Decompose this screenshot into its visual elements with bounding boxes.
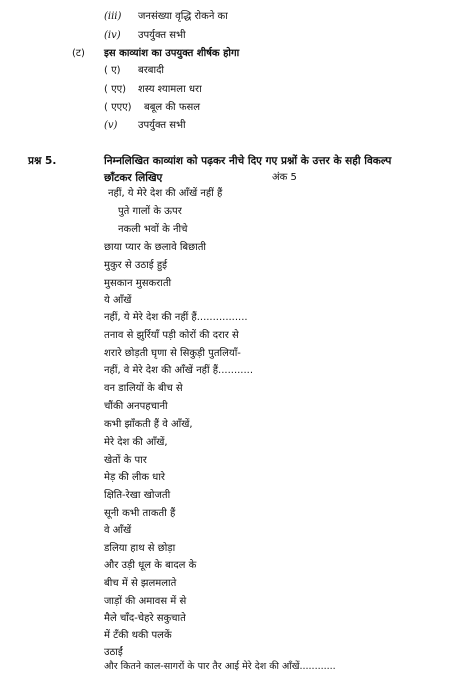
poem-line-3: नकली भवों के नीचे [118,224,188,235]
poem-line-15: मेरे देश की आँखें, [104,437,168,448]
poem-line-13: चौंकी अनपहचानी [104,401,168,412]
poem-line-20: वे आँखें [104,525,132,536]
poem-line-6: मुसकान मुसकराती [104,278,172,289]
option-iv-text: उपर्युक्त सभी [138,30,186,41]
poem-line-28: और कितने काल-सागरों के पार तैर आई मेरे देश की आँखें............ [104,661,336,672]
poem-line-23: बीच में से झलमलाते [104,578,177,589]
option-iii-number: (iii) [104,11,122,22]
sub-question-text: इस काव्यांश का उपयुक्त शीर्षक होगा [104,48,240,59]
question-5-instruction-continued: छाँटकर लिखिए [104,172,163,184]
option-3-text: बबूल की फसल [144,102,201,113]
option-2-number: ( एए) [104,84,127,95]
poem-line-4: छाया प्यार के छलावे बिछाती [104,242,207,253]
poem-line-12: वन डालियों के बीच से [104,383,183,394]
poem-line-27: उठाईं [104,647,123,658]
poem-line-21: डलिया हाथ से छोड़ा [104,543,176,554]
poem-line-25: मैले चाँद-चेहरे सकुचाते [104,613,186,624]
poem-line-19: सूनी कभी ताकती हैं [104,508,176,519]
question-5-instruction: निम्नलिखित काव्यांश को पढ़कर नीचे दिए गए प्रश्नों के उत्तर के सही विकल्प [104,155,392,167]
poem-line-24: जाड़ों की अमावस में से [104,596,187,607]
question-5-marks: अंक 5 [272,172,297,183]
option-1-number: ( ए) [104,65,121,76]
poem-line-18: क्षिति-रेखा खोजती [104,490,171,501]
option-2-text: शस्य श्यामला धरा [138,84,202,95]
question-5-label: प्रश्न 5. [28,155,57,167]
poem-line-22: और उड़ी धूल के बादल के [104,560,197,571]
poem-line-11: नहीं, वे मेरे देश की आँखें नहीं हैं........... [104,365,254,376]
poem-line-5: मुकुर से उठाई हुई [104,260,168,271]
poem-line-1: नहीं, ये मेरे देश की आँखें नहीं हैं [108,188,223,199]
poem-line-16: खेतों के पार [104,455,147,466]
poem-line-8: नहीं, ये मेरे देश की नहीं हैं................ [104,312,248,323]
poem-line-10: शरारे छोड़ती घृणा से सिकुड़ी पुतलियाँ- [104,348,241,359]
sub-question-marker: (ट) [72,48,85,59]
poem-line-14: कभी झाँकती हैं वे आँखें, [104,419,193,430]
option-4-number: (v) [104,120,118,131]
poem-line-9: तनाव से झुर्रियाँ पड़ी कोरों की दरार से [104,330,239,341]
option-3-number: ( एएए) [104,102,132,113]
option-1-text: बरबादी [138,65,164,76]
poem-line-2: पुते गालों के ऊपर [118,206,182,217]
poem-line-7: ये आँखें [104,295,132,306]
option-iv-number: (iv) [104,30,121,41]
option-4-text: उपर्युक्त सभी [138,120,186,131]
option-iii-text: जनसंख्या वृद्धि रोकने का [138,11,228,22]
poem-line-26: में टँकी थकी पलकें [104,630,172,641]
poem-line-17: मेड़ की लीक धारे [104,472,166,483]
